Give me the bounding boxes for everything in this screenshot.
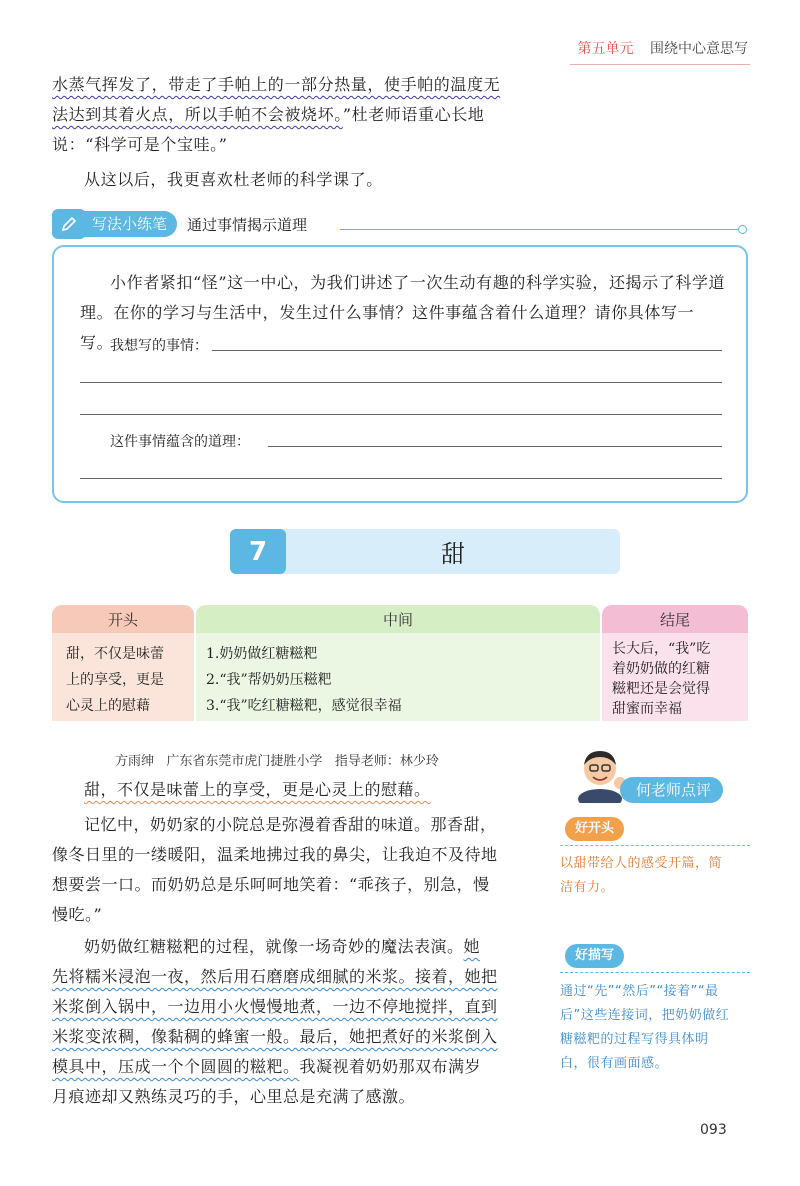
divider-good-start [560, 845, 750, 846]
text-line-4: 从这以后，我更喜欢杜老师的科学课了。 [84, 170, 383, 189]
answer-line-1[interactable] [212, 350, 722, 351]
essay-p3-line-4: 米浆变浓稠，像黏稠的蜂蜜一般。最后，她把煮好的米浆倒入 [52, 1027, 498, 1046]
section-title: 甜 [441, 540, 465, 568]
answer-line-5[interactable] [80, 478, 722, 479]
page-number: 093 [700, 1122, 727, 1138]
page-header [578, 38, 748, 58]
practice-rule-dot [738, 225, 747, 234]
essay-p3-line-1: 奶奶做红糖糍粑的过程，就像一场奇妙的魔法表演。她 [84, 937, 481, 956]
answer-line-2[interactable] [80, 382, 722, 383]
outline-body-middle: 1.奶奶做红糖糍粑 2.“我”帮奶奶压糍粑 3.“我”吃红糖糍粑，感觉很幸福 [196, 633, 600, 721]
comment-good-start: 以甜带给人的感受开篇，简 洁有力。 [560, 856, 723, 895]
text-line-2: 法达到其着火点，所以手帕不会被烧坏。”杜老师语重心长地 [52, 105, 485, 124]
answer-line-4[interactable] [268, 446, 722, 447]
field-label-lesson: 这件事情蕴含的道理： [110, 434, 250, 450]
text-line-1: 水蒸气挥发了，带走了手帕上的一部分热量，使手帕的温度无 [52, 75, 501, 94]
practice-prompt-line-2: 理。在你的学习与生活中，发生过什么事情？这件事蕴含着什么道理？请你具体写一写。 [80, 303, 695, 352]
field-label-event: 我想写的事情： [110, 338, 208, 354]
essay-p3-line-2: 先将糯米浸泡一夜，然后用石磨磨成细腻的米浆。接着，她把 [52, 967, 498, 986]
text-line-3: 说：“科学可是个宝哇。” [52, 135, 228, 154]
practice-label: 写法小练笔 [82, 211, 177, 237]
essay-p2-line-3: 想要尝一口。而奶奶总是乐呵呵地笑着：“乖孩子，别急，慢 [52, 875, 490, 894]
badge-good-desc: 好描写 [565, 944, 624, 968]
divider-good-desc [560, 972, 750, 973]
badge-good-start: 好开头 [565, 817, 624, 841]
unit-topic: 围绕中心意思写 [650, 41, 748, 57]
essay-p3-line-6: 月痕迹却又熟练灵巧的手，心里总是充满了感激。 [52, 1087, 416, 1106]
outline-body-end: 长大后，“我”吃 着奶奶做的红糖 糍粑还是会觉得 甜蜜而幸福 [602, 633, 748, 721]
essay-p2-line-1: 记忆中，奶奶家的小院总是弥漫着香甜的味道。那香甜， [84, 815, 497, 834]
outline-header-middle: 中间 [196, 605, 600, 633]
practice-subtitle: 通过事情揭示道理 [187, 215, 308, 234]
outline-header-start: 开头 [52, 605, 194, 633]
outline-body-start: 甜，不仅是味蕾 上的享受，更是 心灵上的慰藉 [52, 633, 194, 721]
teacher-name: 指导老师：林少玲 [334, 754, 439, 769]
unit-label: 第五单元 [577, 41, 634, 57]
author-name: 方雨绅 [115, 754, 155, 769]
comment-good-desc: 通过“先”“然后”“接着”“最 后”这些连接词，把奶奶做红 糖糍粑的过程写得具体明 白，很有画面感。 [560, 984, 730, 1071]
answer-line-3[interactable] [80, 414, 722, 415]
practice-prompt-line-1: 小作者紧扣“怪”这一中心，为我们讲述了一次生动有趣的科学实验，还揭示了科学道 [110, 273, 726, 292]
section-number: 7 [230, 529, 286, 574]
outline-header-end: 结尾 [602, 605, 748, 633]
essay-p2-line-4: 慢吃。” [52, 905, 103, 924]
essay-p2-line-2: 像冬日里的一缕暖阳，温柔地拂过我的鼻尖，让我迫不及待地 [52, 845, 498, 864]
essay-p3-line-5: 模具中，压成一个个圆圆的糍粑。我凝视着奶奶那双布满岁 [52, 1057, 482, 1076]
pen-icon [52, 209, 86, 239]
header-divider [570, 64, 750, 65]
practice-rule [340, 229, 742, 230]
practice-heading [52, 210, 307, 238]
essay-p1: 甜，不仅是味蕾上的享受，更是心灵上的慰藉。 [84, 780, 431, 799]
school-name: 广东省东莞市虎门捷胜小学 [166, 754, 323, 769]
comment-tag: 何老师点评 [620, 777, 723, 803]
essay-p3-line-3: 米浆倒入锅中，一边用小火慢慢地煮，一边不停地搅拌，直到 [52, 997, 498, 1016]
byline [115, 750, 439, 769]
